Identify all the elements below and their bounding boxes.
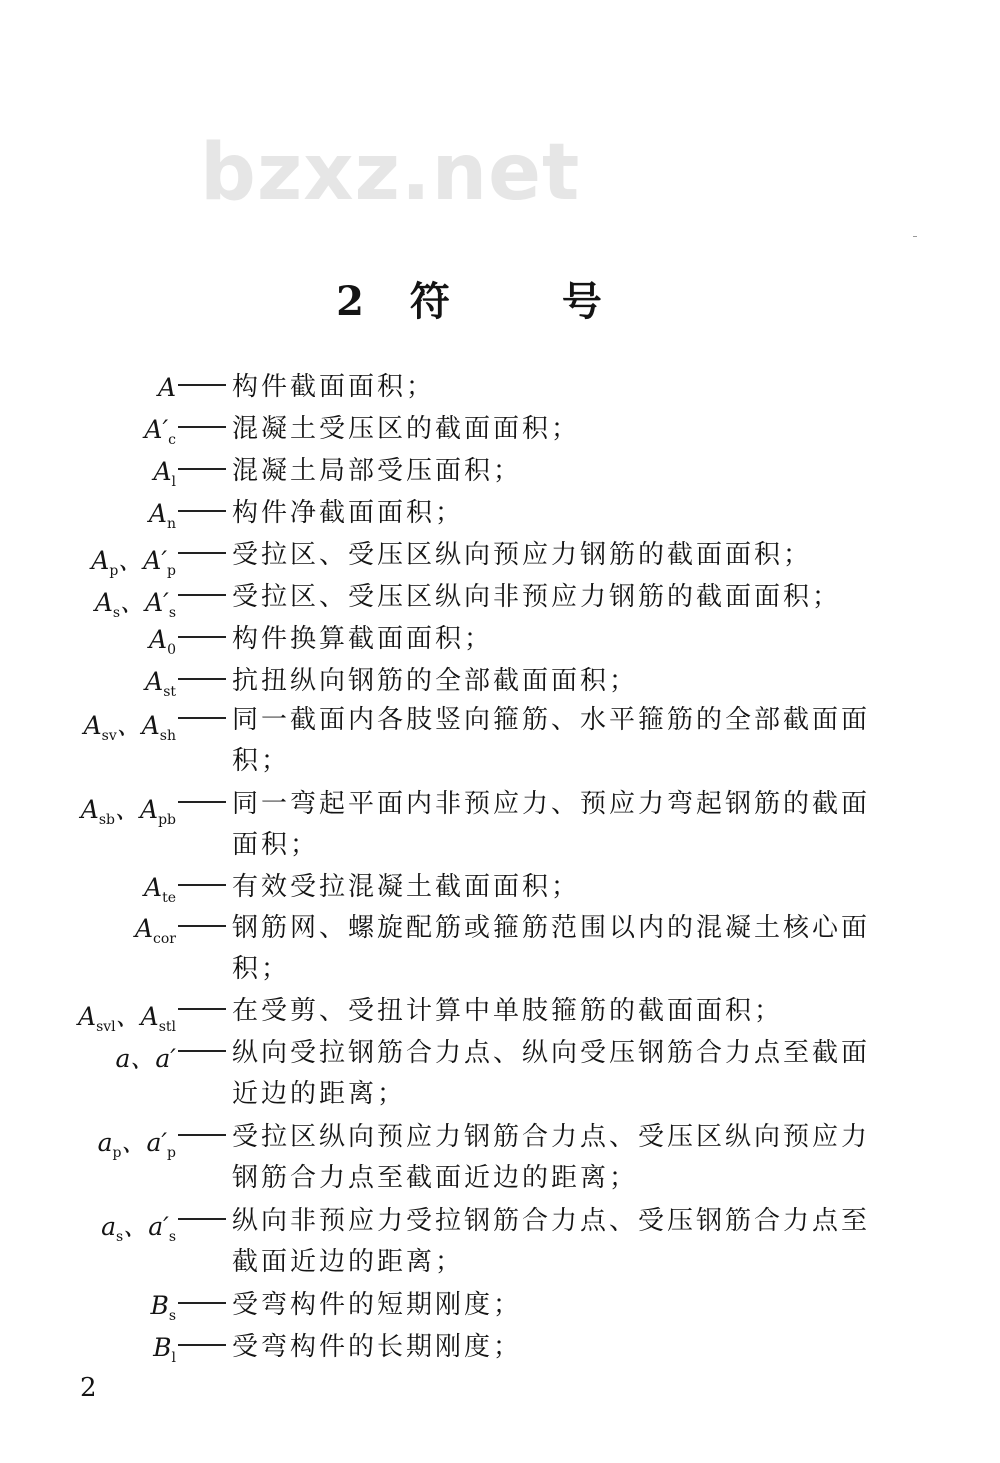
- symbol-description: 纵向非预应力受拉钢筋合力点、受压钢筋合力点至截面近边的距离；: [232, 1206, 871, 1277]
- em-dash: [178, 1344, 226, 1346]
- em-dash: [178, 801, 226, 803]
- symbol-description: 构件净截面面积；: [232, 498, 465, 528]
- em-dash: [178, 636, 226, 638]
- symbol: $A'_c$: [144, 415, 176, 448]
- symbol: $A_s$、$A'_s$: [94, 588, 176, 621]
- em-dash: [178, 678, 226, 680]
- symbol: $A_{cor}$: [134, 914, 176, 947]
- symbol: $A_{sv}$、$A_{sh}$: [83, 711, 176, 744]
- symbol: $A_n$: [148, 499, 176, 532]
- scan-mark: [913, 236, 917, 237]
- symbol-description: 纵向受拉钢筋合力点、纵向受压钢筋合力点至截面近边的距离；: [232, 1038, 871, 1109]
- em-dash: [178, 594, 226, 596]
- symbol: A: [157, 373, 176, 402]
- symbol: $B_l$: [153, 1333, 176, 1366]
- symbol-description: 受拉区纵向预应力钢筋合力点、受压区纵向预应力钢筋合力点至截面近边的距离；: [232, 1122, 871, 1193]
- symbol: $A_p$、$A'_p$: [91, 546, 176, 579]
- symbol: a、a′: [115, 1044, 176, 1073]
- symbol-description: 受拉区、受压区纵向非预应力钢筋的截面面积；: [232, 582, 842, 612]
- section-title-char-2: 号: [561, 278, 604, 325]
- section-title-char-1: 符: [409, 278, 452, 325]
- em-dash: [178, 552, 226, 554]
- page-number: 2: [80, 1373, 97, 1403]
- em-dash: [178, 717, 226, 719]
- symbol-description: 受拉区、受压区纵向预应力钢筋的截面面积；: [232, 540, 813, 570]
- symbol: $A_{svl}$、$A_{stl}$: [78, 1002, 176, 1035]
- symbol-description: 构件截面面积；: [232, 372, 436, 402]
- em-dash: [178, 468, 226, 470]
- symbol: $A_{te}$: [144, 873, 176, 906]
- symbol-description: 同一弯起平面内非预应力、预应力弯起钢筋的截面面积；: [232, 789, 871, 860]
- em-dash: [178, 1218, 226, 1220]
- symbol: $A_l$: [153, 457, 176, 490]
- em-dash: [178, 1134, 226, 1136]
- em-dash: [178, 426, 226, 428]
- symbol: $B_s$: [150, 1291, 176, 1324]
- em-dash: [178, 925, 226, 927]
- section-number: 2: [336, 278, 366, 325]
- section-title: [0, 270, 940, 327]
- em-dash: [178, 1050, 226, 1052]
- symbol-description: 受弯构件的短期刚度；: [232, 1290, 523, 1320]
- em-dash: [178, 884, 226, 886]
- symbol: $A_0$: [149, 625, 176, 658]
- em-dash: [178, 1008, 226, 1010]
- symbol-description: 钢筋网、螺旋配筋或箍筋范围以内的混凝土核心面积；: [232, 913, 871, 984]
- em-dash: [178, 1302, 226, 1304]
- symbol-description: 受弯构件的长期刚度；: [232, 1332, 523, 1362]
- em-dash: [178, 384, 226, 386]
- em-dash: [178, 510, 226, 512]
- symbol-description: 混凝土局部受压面积；: [232, 456, 523, 486]
- watermark: bzxz.net: [200, 128, 581, 218]
- symbol: $a_s$、$a'_s$: [101, 1212, 176, 1245]
- symbol: $A_{sb}$、$A_{pb}$: [80, 795, 176, 828]
- symbol: $A_{st}$: [145, 667, 176, 700]
- symbol-description: 混凝土受压区的截面面积；: [232, 414, 581, 444]
- symbol-description: 在受剪、受扭计算中单肢箍筋的截面面积；: [232, 996, 784, 1026]
- symbol-description: 构件换算截面面积；: [232, 624, 494, 654]
- symbol-description: 有效受拉混凝土截面面积；: [232, 872, 581, 902]
- symbol-description: 抗扭纵向钢筋的全部截面面积；: [232, 666, 639, 696]
- symbol-description: 同一截面内各肢竖向箍筋、水平箍筋的全部截面面积；: [232, 705, 871, 776]
- symbol: $a_p$、$a'_p$: [97, 1128, 176, 1161]
